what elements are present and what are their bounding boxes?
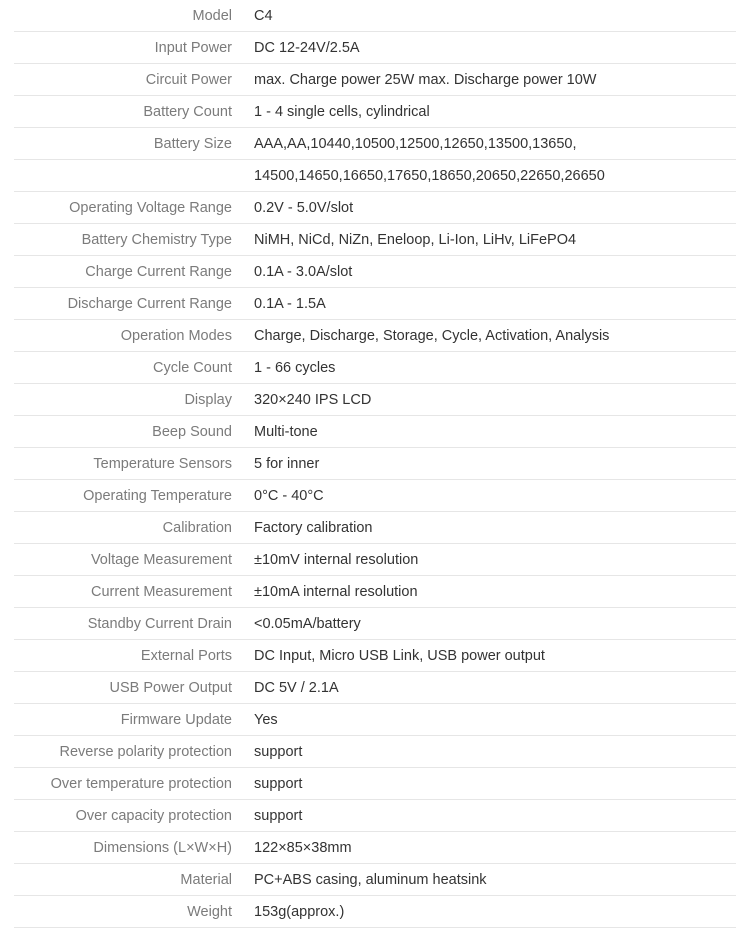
spec-row <box>14 736 736 768</box>
spec-value: 0°C - 40°C <box>254 487 324 504</box>
spec-label: Weight <box>187 903 232 920</box>
spec-label: Beep Sound <box>152 423 232 440</box>
spec-label: Over capacity protection <box>75 807 232 824</box>
spec-value: <0.05mA/battery <box>254 615 361 632</box>
spec-row <box>14 288 736 320</box>
spec-label: Firmware Update <box>120 711 232 728</box>
spec-value: 0.1A - 3.0A/slot <box>254 263 353 280</box>
spec-value: 0.2V - 5.0V/slot <box>254 199 354 216</box>
spec-value: 122×85×38mm <box>254 839 352 856</box>
spec-label: Display <box>184 391 232 408</box>
spec-label: Voltage Measurement <box>90 551 232 568</box>
spec-row <box>14 512 736 544</box>
spec-label: Model <box>192 7 232 24</box>
spec-value: max. Charge power 25W max. Discharge power 10W <box>254 71 597 88</box>
spec-label: Material <box>180 871 232 888</box>
spec-value: 14500,14650,16650,17650,18650,20650,22650,26650 <box>254 167 605 184</box>
spec-row <box>14 0 736 32</box>
spec-value: Multi-tone <box>254 423 318 440</box>
spec-label: Current Measurement <box>90 583 232 600</box>
spec-row <box>14 384 736 416</box>
spec-value: support <box>254 743 303 760</box>
spec-label: Dimensions (L×W×H) <box>93 839 232 856</box>
spec-row <box>14 864 736 896</box>
spec-row <box>14 832 736 864</box>
spec-value: 153g(approx.) <box>254 903 345 920</box>
spec-label: Standby Current Drain <box>87 615 232 632</box>
spec-row <box>14 192 736 224</box>
spec-value: DC 12-24V/2.5A <box>254 39 360 56</box>
spec-label: Charge Current Range <box>85 263 232 280</box>
spec-row <box>14 448 736 480</box>
spec-label: Reverse polarity protection <box>59 743 232 760</box>
spec-table <box>14 0 736 928</box>
spec-value: 320×240 IPS LCD <box>254 391 372 408</box>
spec-value: 1 - 4 single cells, cylindrical <box>254 103 430 120</box>
spec-row <box>14 896 736 928</box>
spec-row <box>14 640 736 672</box>
spec-row <box>14 544 736 576</box>
spec-label: Discharge Current Range <box>67 295 232 312</box>
spec-row <box>14 64 736 96</box>
spec-label: Operating Voltage Range <box>69 199 232 216</box>
spec-value: 1 - 66 cycles <box>254 359 336 376</box>
spec-value: C4 <box>254 7 273 24</box>
spec-label: USB Power Output <box>109 679 232 696</box>
spec-row <box>14 320 736 352</box>
spec-label: Battery Chemistry Type <box>81 231 232 248</box>
spec-label: Cycle Count <box>153 359 232 376</box>
spec-value: Charge, Discharge, Storage, Cycle, Activation, Analysis <box>254 327 610 344</box>
spec-label: Battery Size <box>153 135 232 152</box>
spec-value: AAA,AA,10440,10500,12500,12650,13500,13650, <box>254 135 577 152</box>
spec-value: NiMH, NiCd, NiZn, Eneloop, Li-Ion, LiHv, LiFePO4 <box>254 231 577 248</box>
spec-row <box>14 704 736 736</box>
spec-label: Operation Modes <box>120 327 232 344</box>
spec-label: Input Power <box>154 39 232 56</box>
spec-row <box>14 800 736 832</box>
spec-row <box>14 96 736 128</box>
spec-value: 0.1A - 1.5A <box>254 295 326 312</box>
spec-row <box>14 32 736 64</box>
spec-value: PC+ABS casing, aluminum heatsink <box>254 871 487 888</box>
spec-label: Circuit Power <box>145 71 232 88</box>
spec-row <box>14 768 736 800</box>
spec-row <box>14 224 736 256</box>
spec-value: ±10mV internal resolution <box>254 551 419 568</box>
spec-row <box>14 128 736 160</box>
spec-label: External Ports <box>140 647 232 664</box>
spec-value: DC Input, Micro USB Link, USB power output <box>254 647 545 664</box>
spec-value: support <box>254 775 303 792</box>
spec-row <box>14 672 736 704</box>
spec-label: Over temperature protection <box>50 775 232 792</box>
spec-row <box>14 608 736 640</box>
spec-label: Calibration <box>162 519 232 536</box>
spec-row <box>14 480 736 512</box>
spec-row <box>14 352 736 384</box>
spec-value: ±10mA internal resolution <box>254 583 418 600</box>
spec-row <box>14 576 736 608</box>
spec-value: Yes <box>254 711 278 728</box>
spec-row <box>14 160 736 192</box>
spec-row <box>14 256 736 288</box>
spec-value: Factory calibration <box>254 519 373 536</box>
spec-row <box>14 416 736 448</box>
spec-value: DC 5V / 2.1A <box>254 679 339 696</box>
spec-value: 5 for inner <box>254 455 320 472</box>
spec-label: Battery Count <box>143 103 232 120</box>
spec-label: Operating Temperature <box>83 487 232 504</box>
spec-value: support <box>254 807 303 824</box>
spec-label: Temperature Sensors <box>93 455 232 472</box>
